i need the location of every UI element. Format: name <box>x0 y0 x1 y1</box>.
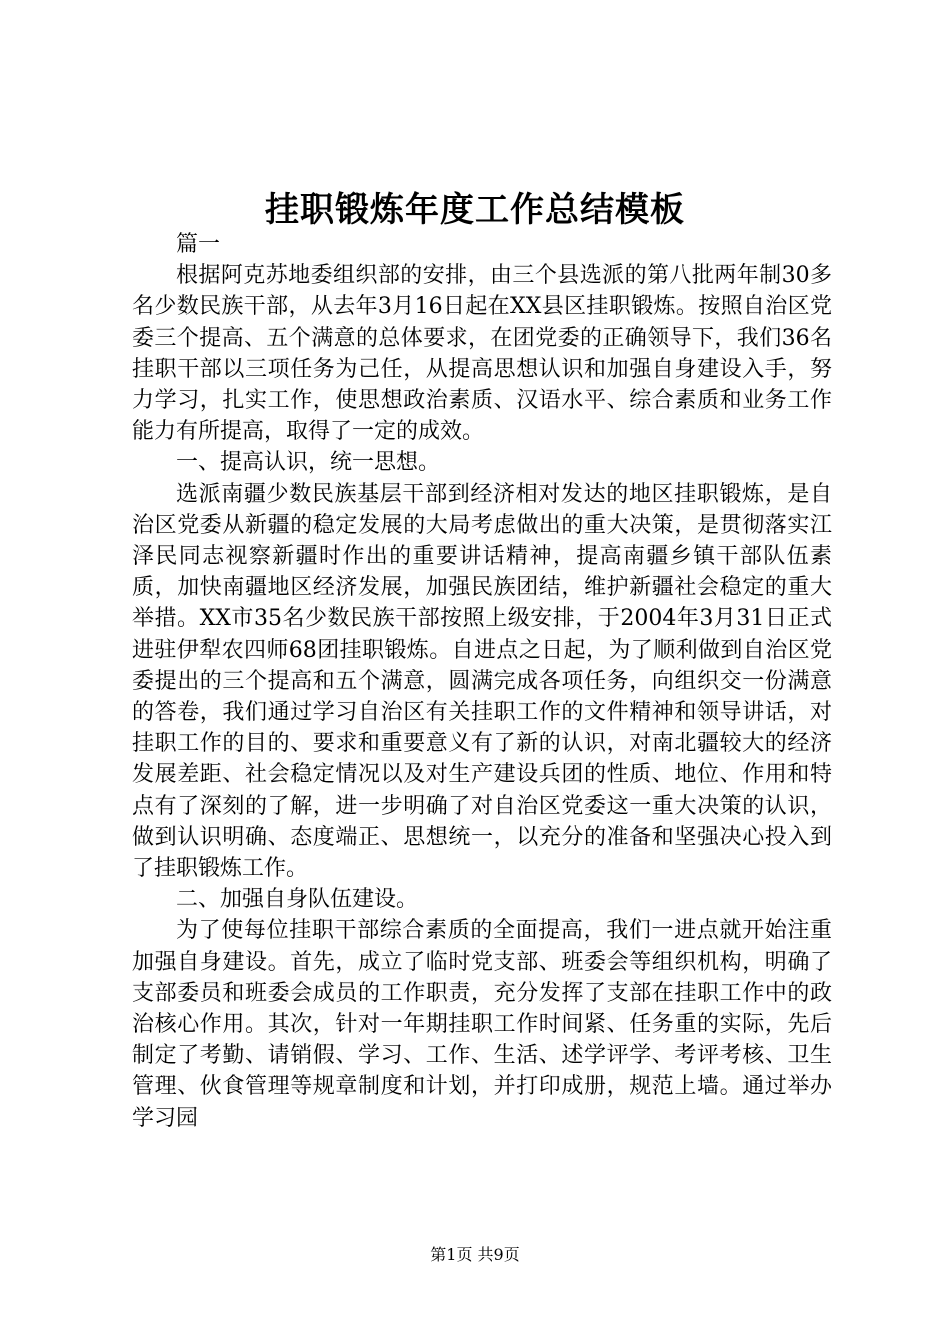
body-paragraph: 为了使每位挂职干部综合素质的全面提高，我们一进点就开始注重加强自身建设。首先，成立了临时党支部、班委会等组织机构，明确了支部委员和班委会成员的工作职责，充分发挥了支部在挂职工作中的政治核心作用。其次，针对一年期挂职工作时间紧、任务重的实际，先后制定了考勤、请销假、学习、工作、生活、述学评学、考评考核、卫生管理、伙食管理等规章制度和计划，并打印成册，规范上墙。通过举办学习园 <box>132 918 832 1131</box>
section-heading: 一、提高认识，统一思想。 <box>176 450 441 476</box>
document-body <box>132 229 832 1134</box>
body-paragraph: 根据阿克苏地委组织部的安排，由三个县选派的第八批两年制30多名少数民族干部，从去年3月16日起在XX县区挂职锻炼。按照自治区党委三个提高、五个满意的总体要求，在团党委的正确领导下，我们36名挂职干部以三项任务为己任，从提高思想认识和加强自身建设入手，努力学习，扎实工作，使思想政治素质、汉语水平、综合素质和业务工作能力有所提高，取得了一定的成效。 <box>132 263 832 445</box>
page-footer: 第1页 共9页 <box>430 1245 520 1264</box>
section-label: 篇一 <box>176 232 221 257</box>
body-paragraph: 选派南疆少数民族基层干部到经济相对发达的地区挂职锻炼，是自治区党委从新疆的稳定发展的大局考虑做出的重大决策，是贯彻落实江泽民同志视察新疆时作出的重要讲话精神，提高南疆乡镇干部队伍素质，加快南疆地区经济发展，加强民族团结，维护新疆社会稳定的重大举措。XX市35名少数民族干部按照上级安排，于2004年3月31日正式进驻伊犁农四师68团挂职锻炼。自进点之日起，为了顺利做到自治区党委提出的三个提高和五个满意，圆满完成各项任务，向组织交一份满意的答卷，我们通过学习自治区有关挂职工作的文件精神和领导讲话，对挂职工作的目的、要求和重要意义有了新的认识，对南北疆较大的经济发展差距、社会稳定情况以及对生产建设兵团的性质、地位、作用和特点有了深刻的了解，进一步明确了对自治区党委这一重大决策的认识，做到认识明确、态度端正、思想统一，以充分的准备和坚强决心投入到了挂职锻炼工作。 <box>132 481 832 882</box>
section-heading: 二、加强自身队伍建设。 <box>176 887 419 913</box>
document-title: 挂职锻炼年度工作总结模板 <box>265 190 685 230</box>
